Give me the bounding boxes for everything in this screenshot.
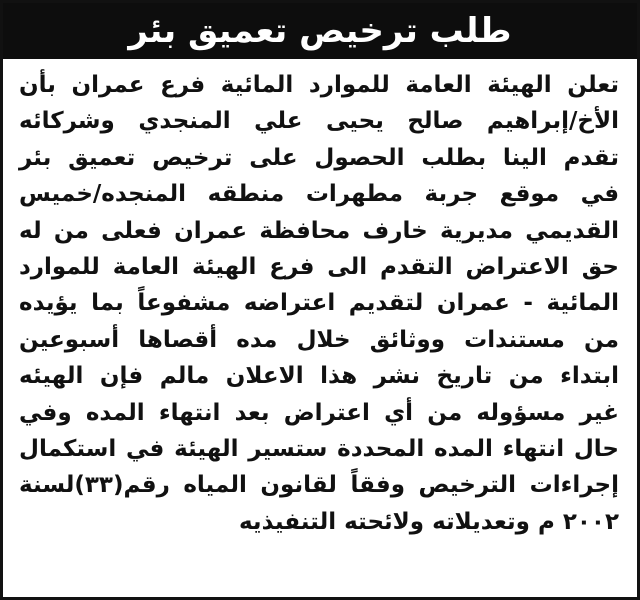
notice-line: تقدم الينا بطلب الحصول على ترخيص تعميق بئر xyxy=(19,144,619,171)
notice-line: غير مسؤوله من أي اعتراض بعد انتهاء المده وفي xyxy=(19,399,619,426)
notice-line: الأخ/إبراهيم صالح يحيى علي المنجدي وشركائه xyxy=(19,108,619,135)
notice-line: حال انتهاء المده المحددة ستسير الهيئة في استكمال xyxy=(19,435,619,462)
notice-line: القديمي مديرية خارف محافظة عمران فعلى من له xyxy=(19,217,619,244)
notice-line: حق الاعتراض التقدم الى فرع الهيئة العامة للموارد xyxy=(19,253,619,280)
title-bar xyxy=(3,3,637,59)
notice-line: من مستندات ووثائق خلال مده أقصاها أسبوعين xyxy=(19,326,619,353)
notice-line-last: ٢٠٠٢ م وتعديلاته ولائحته التنفيذيه xyxy=(238,508,619,535)
notice-body xyxy=(19,67,619,540)
notice-line: إجراءات الترخيص وفقاً لقانون المياه رقم(٣٣)لسنة xyxy=(19,472,619,499)
notice-line: المائية - عمران لتقديم اعتراضه مشفوعاً بما يؤيده xyxy=(19,290,619,317)
notice-line: ابتداء من تاريخ نشر هذا الاعلان مالم فإن الهيئه xyxy=(19,363,619,390)
notice-line: تعلن الهيئة العامة للموارد المائية فرع عمران بأن xyxy=(19,72,619,98)
notice-title: طلب ترخيص تعميق بئر xyxy=(128,11,512,51)
notice-line: في موقع جربة مطهرات منطقه المنجده/خميس xyxy=(19,181,619,208)
